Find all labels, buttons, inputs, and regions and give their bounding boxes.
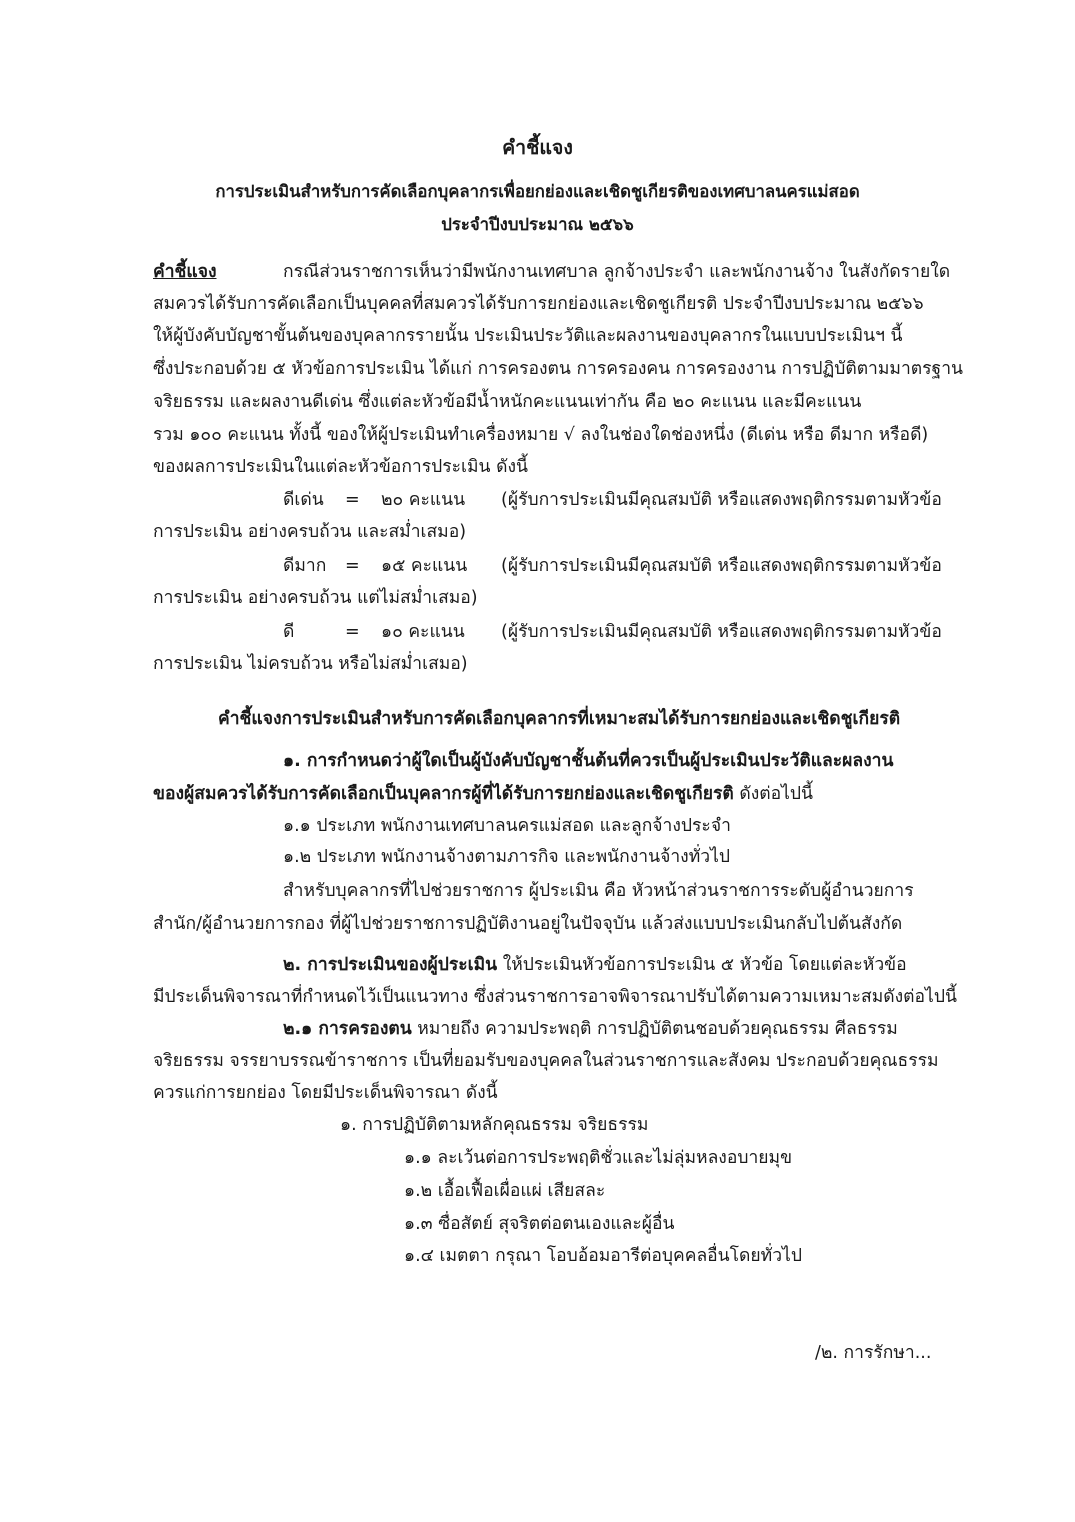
intro-line: สมควรได้รับการคัดเลือกเป็นบุคคลที่สมควรได้รับการยกย่องและเชิดชูเกียรติ ประจำปีงบประมาณ ๒๕๖๖ (153, 294, 924, 314)
score-points: ๒๐ คะแนน (381, 490, 466, 510)
document-subtitle: การประเมินสำหรับการคัดเลือกบุคลากรเพื่อยกย่องและเชิดชูเกียรติของเทศบาลนครแม่สอด (215, 181, 860, 201)
item1-sub: ๑.๒ ประเภท พนักงานจ้างตามภารกิจ และพนักงานจ้างทั่วไป (283, 847, 730, 867)
item21-cont: ควรแก่การยกย่อง โดยมีประเด็นพิจารณา ดังนี้ (153, 1083, 498, 1103)
intro-line: ให้ผู้บังคับบัญชาขั้นต้นของบุคลากรรายนั้น ประเมินประวัติและผลงานของบุคลากรในแบบประเมินฯ นี้ (153, 326, 903, 346)
item21-sub: ๑.๒ เอื้อเฟื้อเผื่อแผ่ เสียสละ (404, 1181, 606, 1201)
intro-line: ของผลการประเมินในแต่ละหัวข้อการประเมิน ดังนี้ (153, 457, 528, 477)
intro-line: รวม ๑๐๐ คะแนน ทั้งนี้ ของให้ผู้ประเมินทำเครื่องหมาย √ ลงในช่องใดช่องหนึ่ง (ดีเด่น หรือ ดีมาก หรือดี) (153, 425, 929, 445)
intro-line: ซึ่งประกอบด้วย ๕ หัวข้อการประเมิน ได้แก่ การครองตน การครองคน การครองงาน การปฏิบัติตามมาตรฐาน (153, 359, 963, 379)
intro-label: คำชี้แจง (153, 262, 217, 282)
item2-heading-rest: ให้ประเมินหัวข้อการประเมิน ๕ หัวข้อ โดยแต่ละหัวข้อ (497, 955, 907, 975)
item1-sub: ๑.๑ ประเภท พนักงานเทศบาลนครแม่สอด และลูกจ้างประจำ (283, 816, 731, 836)
intro-line: จริยธรรม และผลงานดีเด่น ซึ่งแต่ละหัวข้อมีน้ำหนักคะแนนเท่ากัน คือ ๒๐ คะแนน และมีคะแนน (153, 392, 862, 412)
item21-cont: จริยธรรม จรรยาบรรณข้าราชการ เป็นที่ยอมรับของบุคคลในส่วนราชการและสังคม ประกอบด้วยคุณธรรม (153, 1051, 939, 1071)
fiscal-year: ประจำปีงบประมาณ ๒๕๖๖ (441, 214, 634, 234)
item1-note: สำหรับบุคลากรที่ไปช่วยราชการ ผู้ประเมิน คือ หัวหน้าส่วนราชการระดับผู้อำนวยการ (283, 881, 914, 901)
item21-heading (283, 1014, 898, 1044)
score-equals: = (345, 490, 360, 510)
item1-note-cont: สำนัก/ผู้อำนวยการกอง ที่ผู้ไปช่วยราชการปฏิบัติงานอยู่ในปัจจุบัน แล้วส่งแบบประเมินกลับไปต้นสังกัด (153, 914, 903, 934)
continuation-marker: /๒. การรักษา... (815, 1343, 932, 1363)
score-equals: = (345, 622, 360, 642)
item1-heading-bold: ของผู้สมควรได้รับการคัดเลือกเป็นบุคลากรผู้ที่ได้รับการยกย่องและเชิดชูเกียรติ (153, 784, 734, 804)
score-description: (ผู้รับการประเมินมีคุณสมบัติ หรือแสดงพฤติกรรมตามหัวข้อ (501, 622, 942, 642)
item21-sub: ๑.๑ ละเว้นต่อการประพฤติชั่วและไม่ลุ่มหลงอบายมุข (404, 1148, 793, 1168)
item2-heading (283, 950, 907, 980)
item2-heading-bold: ๒. การประเมินของผู้ประเมิน (283, 955, 498, 975)
score-points: ๑๐ คะแนน (381, 622, 465, 642)
score-grade: ดีมาก (283, 556, 327, 576)
document-title: คำชี้แจง (502, 136, 573, 159)
score-description-cont: การประเมิน ไม่ครบถ้วน หรือไม่สม่ำเสมอ) (153, 654, 468, 674)
item21-sub: ๑.๔ เมตตา กรุณา โอบอ้อมอารีต่อบุคคลอื่นโดยทั่วไป (404, 1246, 802, 1266)
item1-heading-rest: ดังต่อไปนี้ (733, 784, 813, 804)
score-points: ๑๕ คะแนน (381, 556, 468, 576)
item21-heading-bold: ๒.๑ การครองตน (283, 1019, 412, 1039)
item21-point: ๑. การปฏิบัติตามหลักคุณธรรม จริยธรรม (340, 1115, 649, 1135)
score-description: (ผู้รับการประเมินมีคุณสมบัติ หรือแสดงพฤติกรรมตามหัวข้อ (501, 556, 942, 576)
score-description-cont: การประเมิน อย่างครบถ้วน และสม่ำเสมอ) (153, 522, 467, 542)
item1-heading-cont (153, 779, 813, 809)
score-grade: ดีเด่น (283, 490, 324, 510)
score-grade: ดี (283, 622, 295, 642)
score-equals: = (345, 556, 360, 576)
score-description-cont: การประเมิน อย่างครบถ้วน แต่ไม่สม่ำเสมอ) (153, 588, 478, 608)
intro-first-line: กรณีส่วนราชการเห็นว่ามีพนักงานเทศบาล ลูกจ้างประจำ และพนักงานจ้าง ในสังกัดรายใด (283, 262, 951, 282)
section-heading: คำชี้แจงการประเมินสำหรับการคัดเลือกบุคลากรที่เหมาะสมได้รับการยกย่องและเชิดชูเกียรติ (218, 709, 901, 729)
item21-heading-rest: หมายถึง ความประพฤติ การปฏิบัติตนชอบด้วยคุณธรรม ศีลธรรม (411, 1019, 898, 1039)
item1-heading: ๑. การกำหนดว่าผู้ใดเป็นผู้บังคับบัญชาชั้นต้นที่ควรเป็นผู้ประเมินประวัติและผลงาน (283, 751, 894, 771)
item2-cont: มีประเด็นพิจารณาที่กำหนดไว้เป็นแนวทาง ซึ่งส่วนราชการอาจพิจารณาปรับได้ตามความเหมาะสมดังต่อไปนี้ (153, 987, 957, 1007)
item21-sub: ๑.๓ ซื่อสัตย์ สุจริตต่อตนเองและผู้อื่น (404, 1214, 675, 1234)
score-description: (ผู้รับการประเมินมีคุณสมบัติ หรือแสดงพฤติกรรมตามหัวข้อ (501, 490, 942, 510)
